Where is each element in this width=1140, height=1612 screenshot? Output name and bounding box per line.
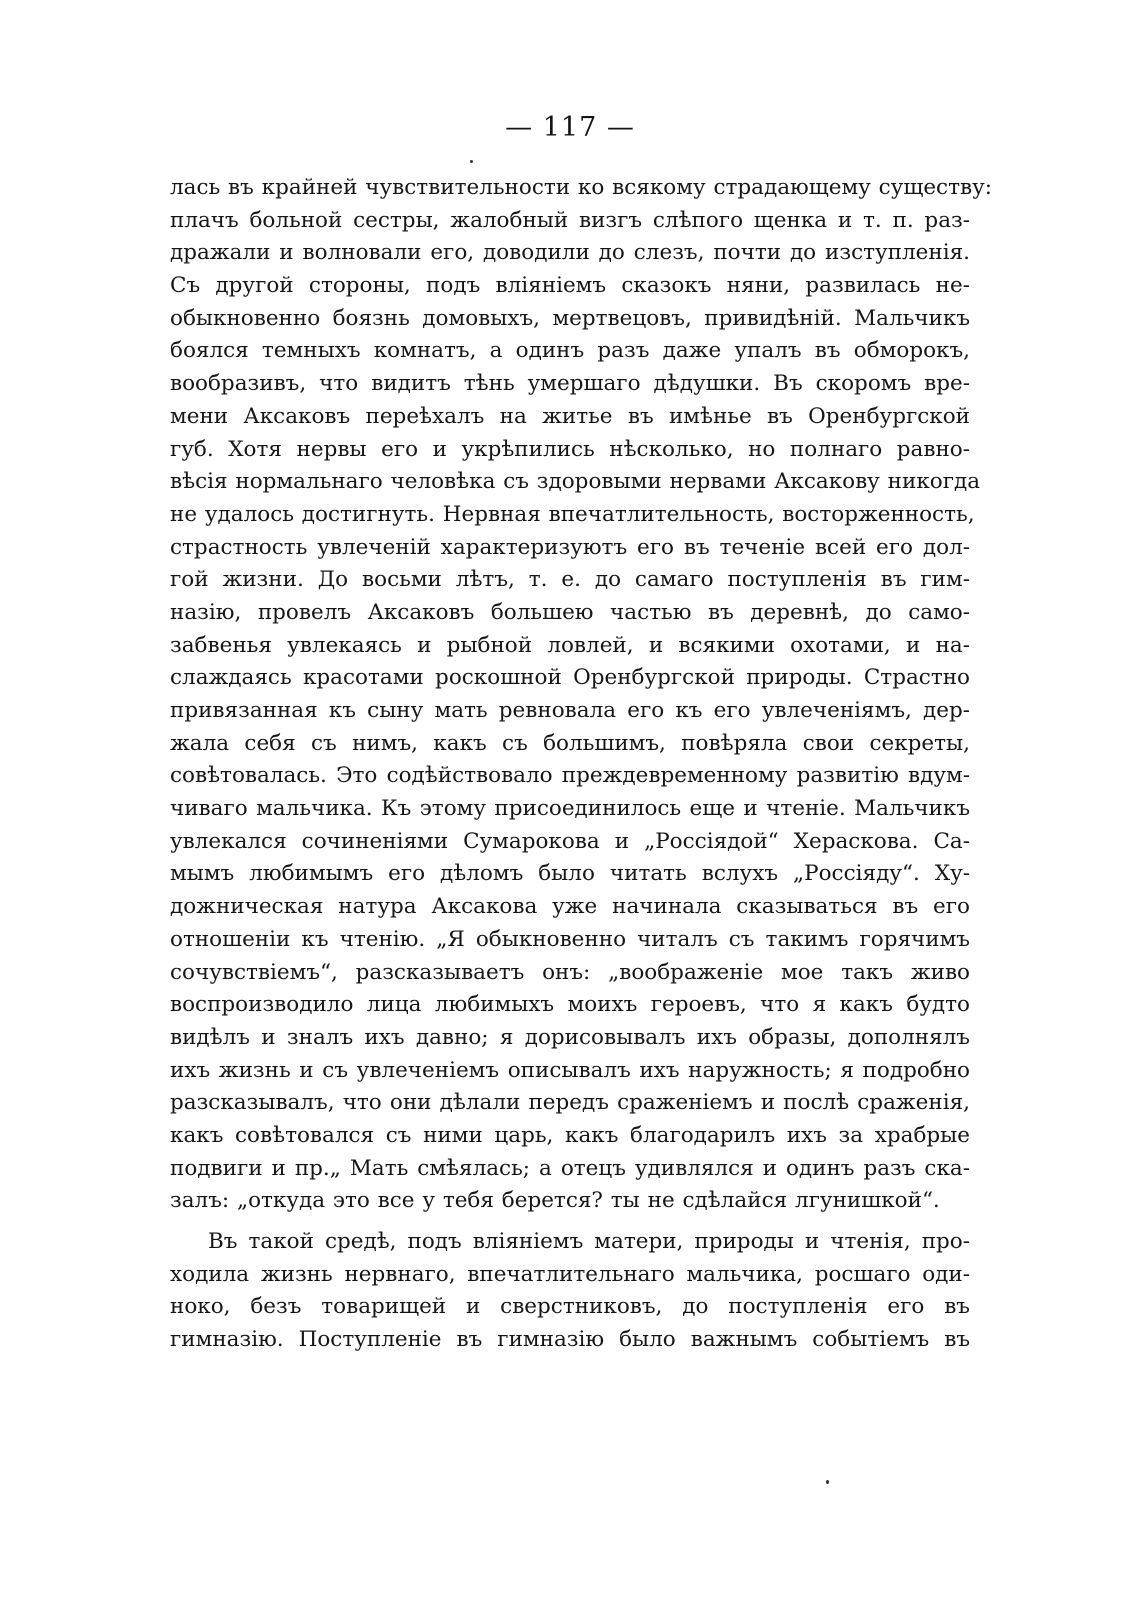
text-line: жала себя съ нимъ, какъ съ большимъ, повѣряла свои секреты, xyxy=(170,730,970,756)
text-line: отношеніи къ чтенію. „Я обыкновенно читалъ съ такимъ горячимъ xyxy=(170,926,970,952)
text-line: забвенья увлекаясь и рыбной ловлей, и всякими охотами, и на- xyxy=(170,632,970,658)
text-line: плачъ больной сестры, жалобный визгъ слѣпого щенка и т. п. раз- xyxy=(170,207,970,233)
body-text xyxy=(170,172,992,1357)
text-line: совѣтовалась. Это содѣйствовало преждевременному развитію вдум- xyxy=(170,763,970,789)
text-line: гой жизни. До восьми лѣтъ, т. е. до самаго поступленія въ гим- xyxy=(170,567,970,593)
text-line: слаждаясь красотами роскошной Оренбургской природы. Страстно xyxy=(170,665,970,691)
text-line: мымъ любимымъ его дѣломъ было читать вслухъ „Россіяду“. Ху- xyxy=(170,861,970,887)
text-line: дражали и волновали его, доводили до слезъ, почти до изступленія. xyxy=(170,240,970,266)
scan-speck xyxy=(826,1480,829,1484)
text-line: воспроизводило лица любимыхъ моихъ героевъ, что я какъ будто xyxy=(170,992,970,1018)
text-line: губ. Хотя нервы его и укрѣпились нѣсколько, но полнаго равно- xyxy=(170,436,970,462)
text-line: дожническая натура Аксакова уже начинала сказываться въ его xyxy=(170,894,970,920)
scan-speck xyxy=(470,160,473,163)
text-line: увлекался сочиненіями Сумарокова и „Россіядой“ Хераскова. Са- xyxy=(170,828,970,854)
text-line: чиваго мальчика. Къ этому присоединилось еще и чтеніе. Мальчикъ xyxy=(170,796,970,822)
text-line: видѣлъ и зналъ ихъ давно; я дорисовывалъ ихъ образы, дополнялъ xyxy=(170,1024,970,1050)
text-line: вѣсія нормальнаго человѣка съ здоровыми нервами Аксакову никогда xyxy=(170,469,981,495)
text-line: ноко, безъ товарищей и сверстниковъ, до поступленія его въ xyxy=(170,1294,970,1320)
text-line: ходила жизнь нервнаго, впечатлительнаго мальчика, росшаго оди- xyxy=(170,1261,970,1287)
text-line: ихъ жизнь и съ увлеченіемъ описывалъ ихъ наружность; я подробно xyxy=(170,1057,970,1083)
text-line: Въ такой средѣ, подъ вліяніемъ матери, природы и чтенія, про- xyxy=(208,1229,970,1254)
page-number: — 117 — xyxy=(505,112,635,143)
paragraph-2 xyxy=(170,1226,970,1357)
text-line: залъ: „откуда это все у тебя берется? ты не сдѣлайся лгунишкой“. xyxy=(170,1188,940,1214)
text-line: боялся темныхъ комнатъ, а одинъ разъ даже упалъ въ обморокъ, xyxy=(170,338,970,364)
text-line: подвиги и пр.„ Мать смѣялась; а отецъ удивлялся и одинъ разъ ска- xyxy=(170,1155,970,1181)
text-line: Съ другой стороны, подъ вліяніемъ сказокъ няни, развилась не- xyxy=(170,273,970,299)
text-line: какъ совѣтовался съ ними царь, какъ благодарилъ ихъ за храбрые xyxy=(170,1122,970,1148)
text-line: не удалось достигнуть. Нервная впечатлительность, восторженность, xyxy=(170,501,975,527)
text-line: лась въ крайней чувствительности ко всякому страдающему существу: xyxy=(170,175,992,200)
paragraph-gap xyxy=(170,1218,970,1226)
text-line: мени Аксаковъ переѣхалъ на житье въ имѣнье въ Оренбургской xyxy=(170,403,970,429)
text-line: обыкновенно боязнь домовыхъ, мертвецовъ, привидѣній. Мальчикъ xyxy=(170,305,970,331)
text-line: назію, провелъ Аксаковъ большею частью въ деревнѣ, до само- xyxy=(170,599,970,625)
text-line: сочувствіемъ“, разсказываетъ онъ: „воображеніе мое такъ живо xyxy=(170,959,970,985)
text-line: страстность увлеченій характеризуютъ его въ теченіе всей его дол- xyxy=(170,534,970,560)
text-line: привязанная къ сыну мать ревновала его къ его увлеченіямъ, дер- xyxy=(170,698,970,723)
paragraph-1 xyxy=(170,172,992,1218)
text-line: гимназію. Поступленіе въ гимназію было важнымъ событіемъ въ xyxy=(170,1327,970,1353)
text-line: разсказывалъ, что они дѣлали передъ сраженіемъ и послѣ сраженія, xyxy=(170,1090,970,1116)
text-line: вообразивъ, что видитъ тѣнь умершаго дѣдушки. Въ скоромъ вре- xyxy=(170,371,970,397)
